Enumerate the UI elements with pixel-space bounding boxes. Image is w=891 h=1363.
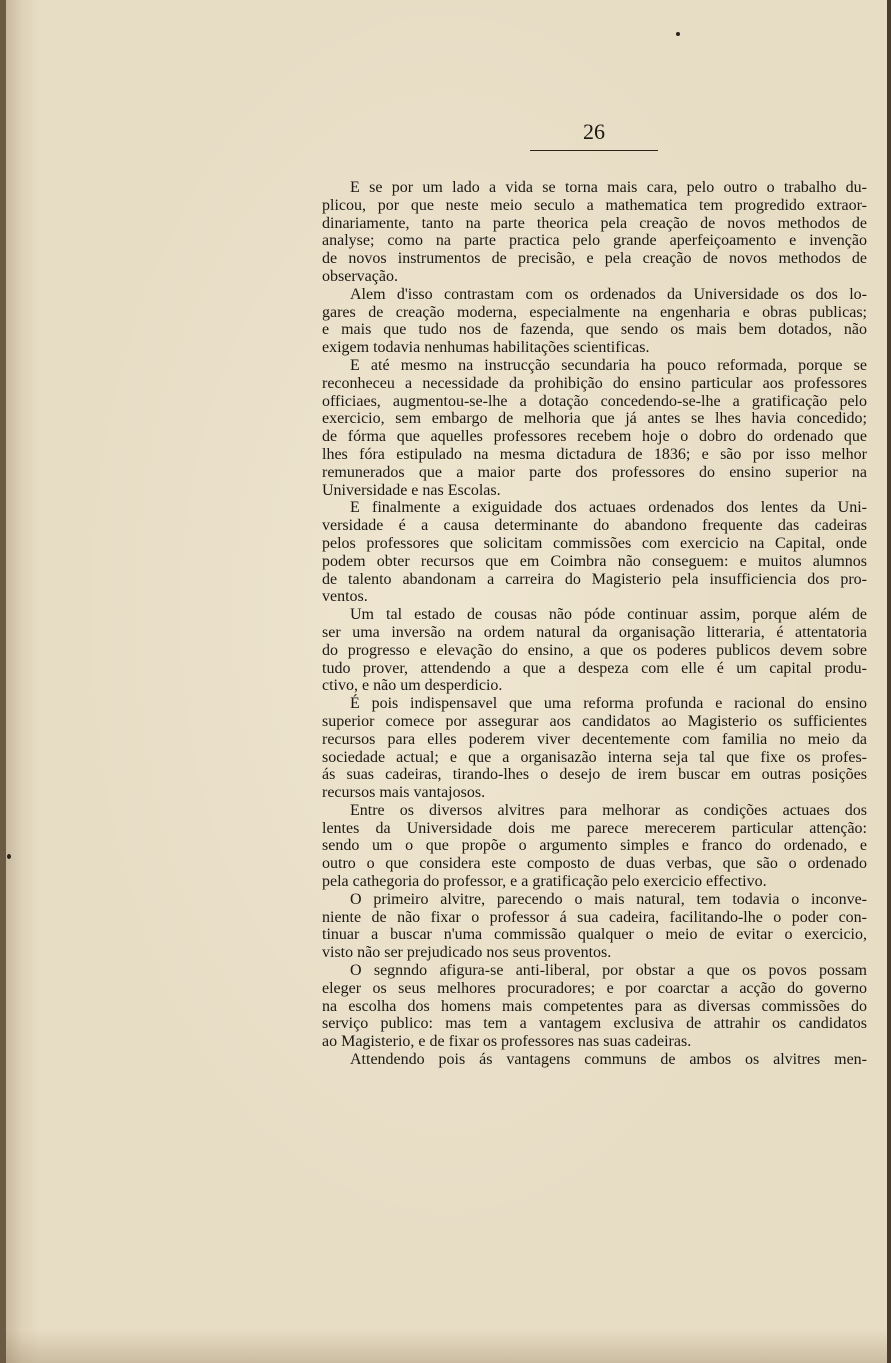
- text-line: exigem todavia nenhumas habilitações scientificas.: [322, 339, 650, 357]
- text-line: recursos para elles poderem viver decentemente com familia no meio da: [322, 730, 867, 748]
- text-line: pelos professores que solicitam commissões com exercicio na Capital, onde: [322, 534, 867, 552]
- text-line: plicou, por que neste meio seculo a mathematica tem progredido extraor-: [322, 196, 867, 214]
- text-line: superior comece por assegurar aos candidatos ao Magisterio os sufficientes: [322, 712, 867, 730]
- text-line: observação.: [322, 267, 398, 285]
- paragraph: [322, 695, 867, 802]
- text-line: O primeiro alvitre, parecendo o mais natural, tem todavia o inconve-: [350, 890, 867, 908]
- text-line: na escolha dos homens mais competentes para as diversas commissões do: [322, 997, 867, 1015]
- paragraph: [322, 891, 867, 962]
- text-line: officiaes, augmentou-se-lhe a dotação concedendo-se-lhe a gratificação pelo: [322, 392, 867, 410]
- text-line: niente de não fixar o professor á sua cadeira, facilitando-lhe o poder con-: [322, 908, 867, 926]
- page-number: 26: [583, 119, 605, 144]
- paragraph: [322, 179, 867, 286]
- text-line: lhes fóra estipulado na mesma dictadura de 1836; e são por isso melhor: [322, 445, 867, 463]
- text-line: do progresso e elevação do ensino, a que os poderes publicos devem sobre: [322, 641, 867, 659]
- text-line: Entre os diversos alvitres para melhorar as condições actuaes dos: [350, 801, 867, 819]
- page-number-rule: [530, 150, 658, 151]
- text-line: O segnndo afigura-se anti-liberal, por obstar a que os povos possam: [350, 962, 867, 980]
- text-line: de talento abandonam a carreira do Magisterio pela insufficiencia dos pro-: [322, 570, 867, 588]
- text-line: visto não ser prejudicado nos seus proventos.: [322, 944, 612, 962]
- text-line: Attendendo pois ás vantagens communs de ambos os alvitres men-: [350, 1051, 867, 1069]
- text-line: tinuar a buscar n'uma commissão qualquer o meio de evitar o exercicio,: [322, 926, 867, 944]
- text-line: ctivo, e não um desperdicio.: [322, 677, 503, 695]
- paragraph: [322, 1051, 867, 1069]
- text-line: sendo um o que propõe o argumento simples e franco do ordenado, e: [322, 837, 867, 855]
- text-line: e mais que tudo nos de fazenda, que sendo os mais bem dotados, não: [322, 321, 867, 339]
- paragraph: [322, 286, 867, 357]
- text-line: remunerados que a maior parte dos professores do ensino superior na: [322, 463, 867, 481]
- text-line: de fórma que aquelles professores recebem hoje o dobro do ordenado que: [322, 428, 867, 446]
- text-line: E se por um lado a vida se torna mais cara, pelo outro o trabalho du-: [350, 179, 867, 196]
- text-line: de novos instrumentos de precisão, e pela creação de novos methodos de: [322, 250, 867, 268]
- text-line: gares de creação moderna, especialmente na engenharia e obras publicas;: [322, 303, 867, 321]
- text-line: pela cathegoria do professor, e a gratificação pelo exercicio effectivo.: [322, 873, 767, 891]
- text-line: reconheceu a necessidade da prohibição do ensino particular aos professores: [322, 374, 867, 392]
- text-line: tudo prover, attendendo a que a despeza com elle é um capital produ-: [322, 659, 867, 677]
- text-line: versidade é a causa determinante do abandono frequente das cadeiras: [322, 517, 867, 535]
- text-line: eleger os seus melhores procuradores; e por coarctar a acção do governo: [322, 979, 867, 997]
- paragraph: [322, 802, 867, 891]
- text-line: É pois indispensavel que uma reforma profunda e racional do ensino: [350, 695, 867, 713]
- text-line: ser uma inversão na ordem natural da organisação litteraria, é attentatoria: [322, 623, 867, 641]
- ink-speck: [7, 854, 11, 859]
- text-line: Universidade e nas Escolas.: [322, 481, 501, 499]
- text-line: ventos.: [322, 588, 368, 606]
- text-line: Alem d'isso contrastam com os ordenados da Universidade os dos lo-: [350, 285, 867, 303]
- text-line: lentes da Universidade dois me parece merecerem particular attenção:: [322, 819, 867, 837]
- text-line: podem obter recursos que em Coimbra não conseguem: e muitos alumnos: [322, 552, 867, 570]
- text-line: E até mesmo na instrucção secundaria ha pouco reformada, porque se: [350, 356, 867, 374]
- paragraph: [322, 499, 867, 606]
- text-line: ao Magisterio, e de fixar os professores nas suas cadeiras.: [322, 1033, 692, 1051]
- text-line: exercicio, sem embargo de melhoria que já antes se lhes havia concedido;: [322, 410, 867, 428]
- text-line: E finalmente a exiguidade dos actuaes ordenados dos lentes da Uni-: [350, 499, 867, 517]
- page-right-edge: [887, 0, 891, 1363]
- text-line: outro o que considera este composto de duas verbas, que são o ordenado: [322, 855, 867, 873]
- text-line: sociedade actual; e que a organisazão interna seja tal que fixe os profes-: [322, 748, 867, 766]
- text-line: ás suas cadeiras, tirando-lhes o desejo de irem buscar em outras posições: [322, 766, 867, 784]
- ink-speck: [676, 32, 680, 36]
- text-line: Um tal estado de cousas não póde continuar assim, porque além de: [350, 606, 867, 624]
- text-line: dinariamente, tanto na parte theorica pela creação de novos methodos de: [322, 214, 867, 232]
- paragraph: [322, 962, 867, 1051]
- text-line: serviço publico: mas tem a vantagem exclusiva de attrahir os candidatos: [322, 1015, 867, 1033]
- page-left-edge: [0, 0, 6, 1363]
- text-line: recursos mais vantajosos.: [322, 784, 486, 802]
- body-text: [322, 179, 867, 1069]
- paragraph: [322, 357, 867, 499]
- text-line: analyse; como na parte practica pelo grande aperfeiçoamento e invenção: [322, 232, 867, 250]
- paragraph: [322, 606, 867, 695]
